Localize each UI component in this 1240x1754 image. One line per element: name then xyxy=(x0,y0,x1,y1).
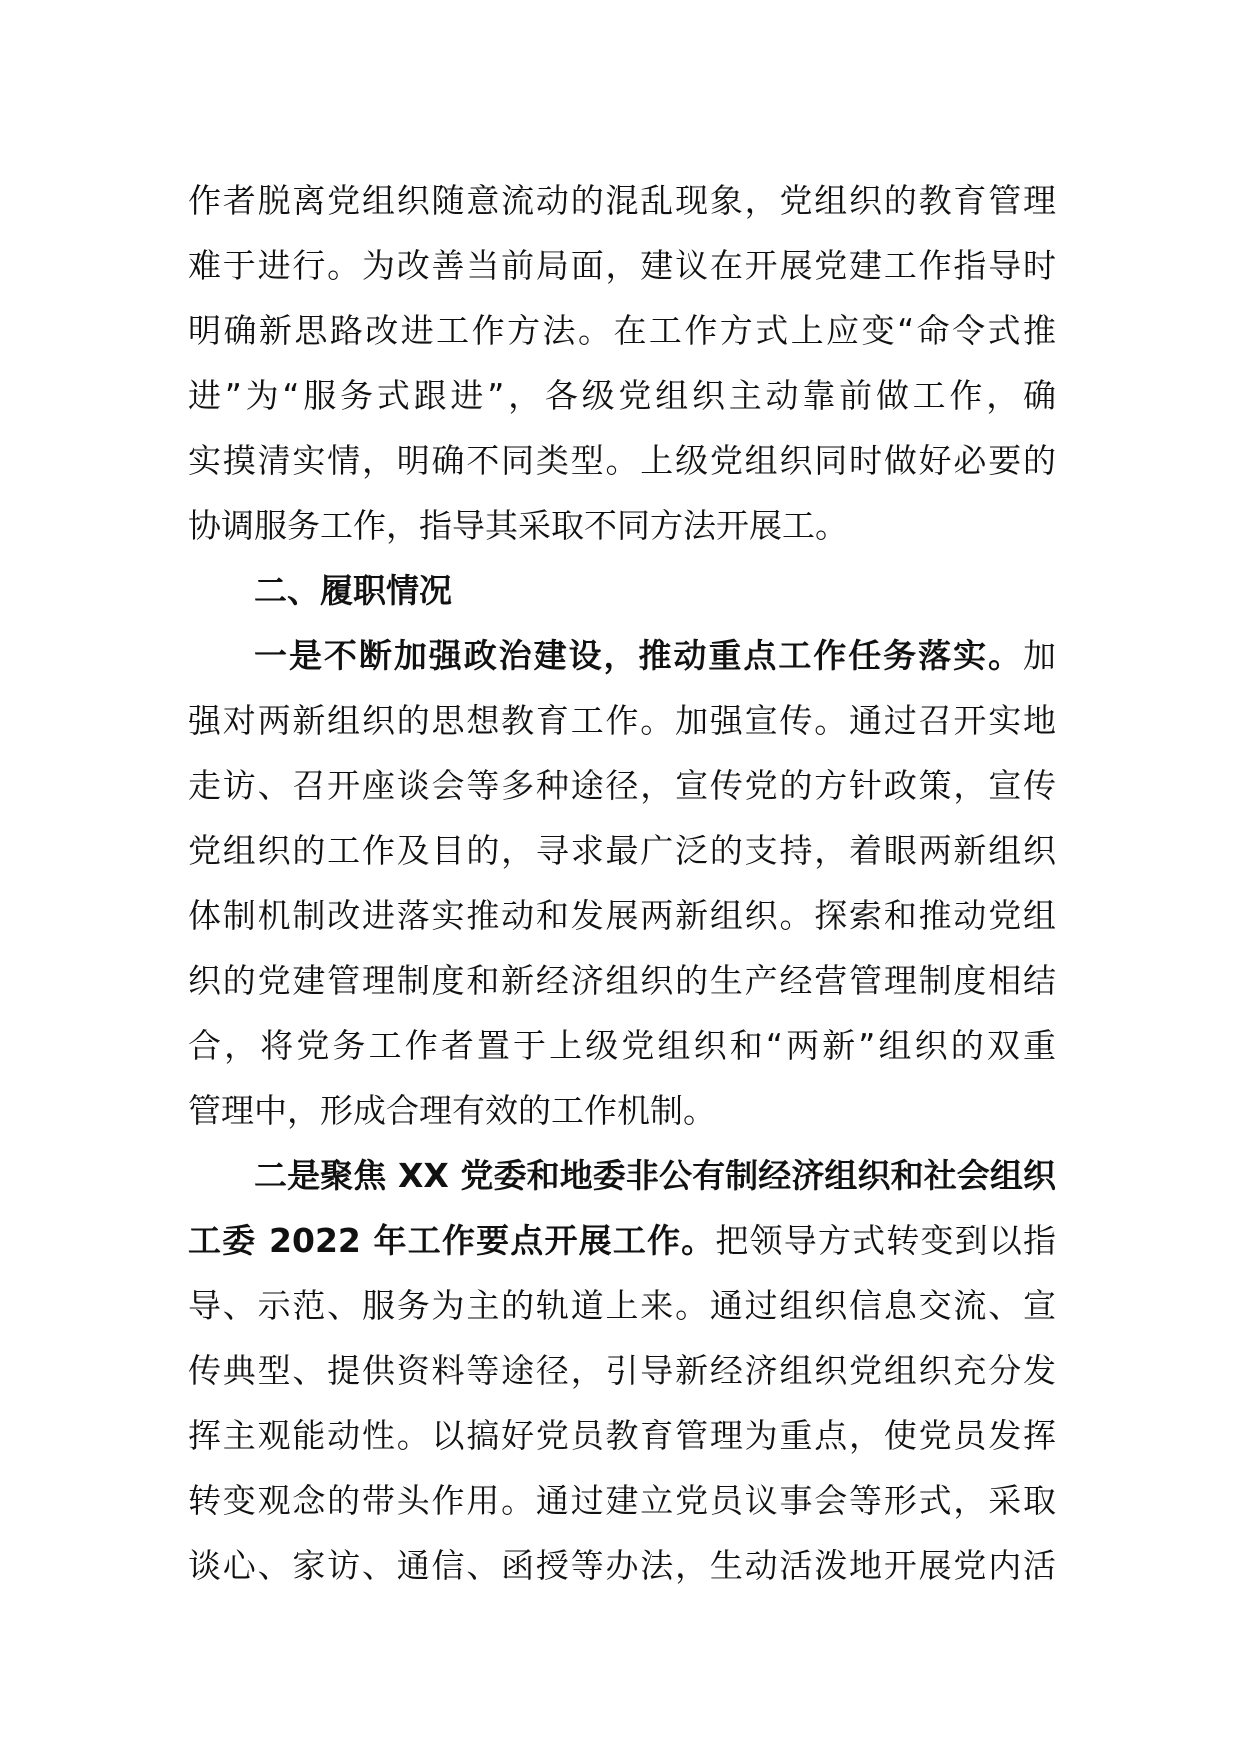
document-body xyxy=(188,168,1056,1598)
section-heading: 二、履职情况 xyxy=(254,571,452,610)
body-line: 明确新思路改进工作方法。在工作方式上应变“命令式推 xyxy=(188,311,1056,350)
body-line: 挥主观能动性。以搞好党员教育管理为重点，使党员发挥 xyxy=(188,1416,1056,1455)
body-line: 导、示范、服务为主的轨道上来。通过组织信息交流、宣 xyxy=(188,1286,1056,1325)
paragraph-2-lead-line-1: 二是聚焦 XX 党委和地委非公有制经济组织和社会组织 xyxy=(254,1156,1056,1195)
body-line: 强对两新组织的思想教育工作。加强宣传。通过召开实地 xyxy=(188,701,1056,740)
body-line: 进”为“服务式跟进”，各级党组织主动靠前做工作，确 xyxy=(188,376,1056,415)
body-line: 合，将党务工作者置于上级党组织和“两新”组织的双重 xyxy=(188,1026,1056,1065)
body-line: 转变观念的带头作用。通过建立党员议事会等形式，采取 xyxy=(188,1481,1056,1520)
body-line: 体制机制改进落实推动和发展两新组织。探索和推动党组 xyxy=(188,896,1056,935)
paragraph-1-first-line xyxy=(188,623,1056,688)
body-line: 谈心、家访、通信、函授等办法，生动活泼地开展党内活 xyxy=(188,1546,1056,1585)
body-line: 党组织的工作及目的，寻求最广泛的支持，着眼两新组织 xyxy=(188,831,1056,870)
paragraph-2-line-2-rest: 把领导方式转变到以指 xyxy=(715,1221,1057,1260)
paragraph-2-lead-line-2: 工委 2022 年工作要点开展工作。 xyxy=(188,1221,716,1260)
body-line: 实摸清实情，明确不同类型。上级党组织同时做好必要的 xyxy=(188,441,1056,480)
body-line: 织的党建管理制度和新经济组织的生产经营管理制度相结 xyxy=(188,961,1056,1000)
body-line: 走访、召开座谈会等多种途径，宣传党的方针政策，宣传 xyxy=(188,766,1056,805)
body-line: 难于进行。为改善当前局面，建议在开展党建工作指导时 xyxy=(188,246,1056,285)
paragraph-1-lead: 一是不断加强政治建设，推动重点工作任务落实。 xyxy=(254,636,1023,675)
body-line: 协调服务工作，指导其采取不同方法开展工。 xyxy=(188,506,848,545)
paragraph-2-line-2 xyxy=(188,1208,1056,1273)
body-line: 作者脱离党组织随意流动的混乱现象，党组织的教育管理 xyxy=(188,181,1056,220)
body-line: 管理中，形成合理有效的工作机制。 xyxy=(188,1091,716,1130)
paragraph-1-first-line-rest: 加 xyxy=(1023,636,1056,675)
body-line: 传典型、提供资料等途径，引导新经济组织党组织充分发 xyxy=(188,1351,1056,1390)
